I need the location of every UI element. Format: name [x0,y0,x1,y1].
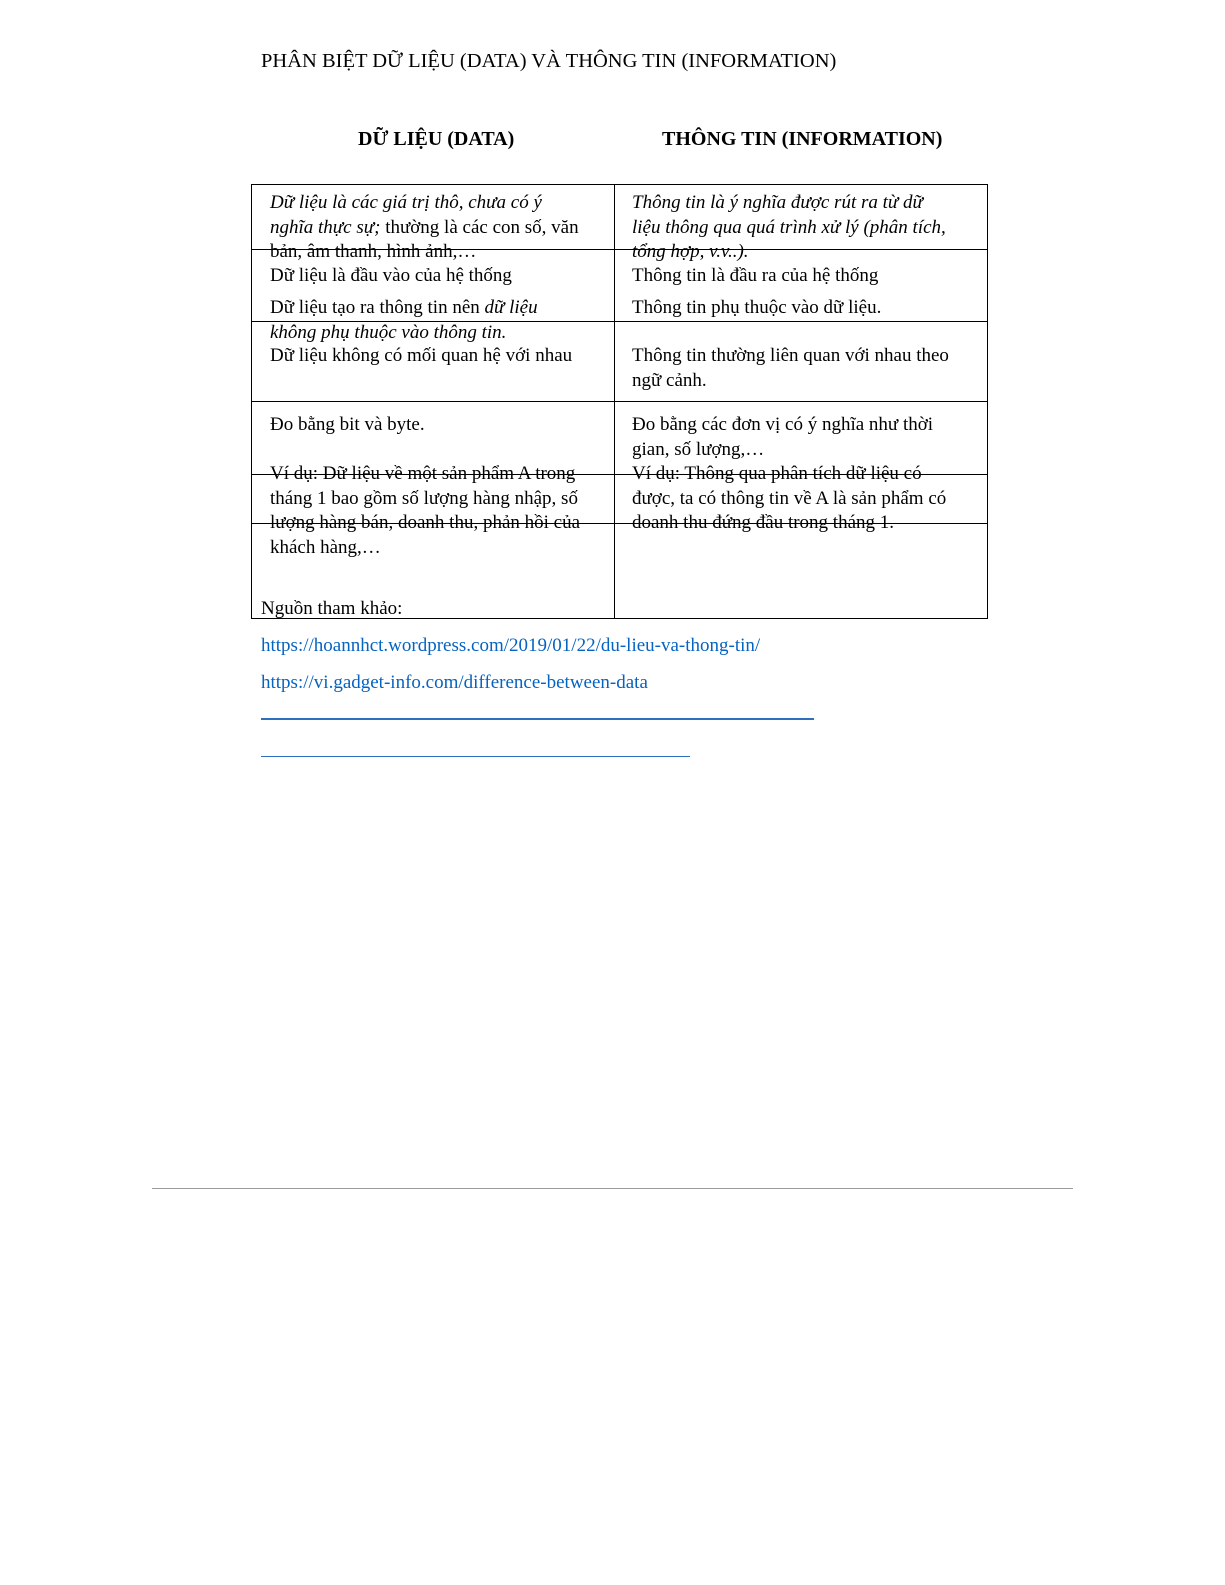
link-underline [261,756,690,757]
cell-text: tháng 1 bao gồm số lượng hàng nhập, số [270,487,578,509]
cell-text: doanh thu đứng đầu trong tháng 1. [632,512,895,533]
link-underline [261,718,814,720]
table-row-divider [251,401,988,402]
cell-text: Dữ liệu không có mối quan hệ với nhau [270,345,573,366]
cell-text: gian, số lượng,… [632,438,765,460]
table-cell-information-relations [632,344,949,393]
cell-text: Đo bằng các đơn vị có ý nghĩa như thời [632,414,934,435]
cell-text: nghĩa thực sự; [270,216,381,238]
cell-text: lượng hàng bán, doanh thu, phản hồi của [270,512,581,533]
table-cell-data-relations [270,344,572,369]
table-cell-information-dependency [632,296,881,321]
column-header-data: DỮ LIỆU (DATA) [358,128,515,150]
cell-text: ngữ cảnh. [632,369,707,391]
table-cell-data-input [270,264,512,289]
cell-text: Thông tin phụ thuộc vào dữ liệu. [632,297,882,318]
document-title: PHÂN BIỆT DỮ LIỆU (DATA) VÀ THÔNG TIN (INFORMATION) [261,50,837,72]
source-link-hoannhct[interactable]: https://hoannhct.wordpress.com/2019/01/22/du-lieu-va-thong-tin/ [261,635,761,656]
table-cell-data-example [270,462,580,560]
cell-text: bản, âm thanh, hình ảnh,… [270,241,477,262]
table-cell-data-definition [270,191,579,265]
cell-text: Thông tin là đầu ra của hệ thống [632,265,879,286]
column-header-information: THÔNG TIN (INFORMATION) [662,128,943,150]
cell-text: Thông tin là ý nghĩa được rút ra từ dữ [632,192,923,213]
sources-label: Nguồn tham khảo: [261,598,403,619]
table-cell-data-measure [270,413,425,438]
cell-text: Dữ liệu là các giá trị thô, chưa có ý [270,192,542,213]
cell-text: dữ liệu [484,297,538,318]
cell-text: được, ta có thông tin về A là sản phẩm có [632,487,947,509]
table-cell-information-definition [632,191,946,265]
cell-text: Dữ liệu là đầu vào của hệ thống [270,265,512,286]
cell-text: thường là các con số, văn [380,216,579,238]
cell-text: Ví dụ: Dữ liệu về một sản phẩm A trong [270,463,576,484]
cell-text: Đo bằng bit và byte. [270,414,425,435]
table-cell-data-dependency [270,296,538,345]
cell-text: liệu thông qua quá trình xử lý (phân tích, [632,216,946,238]
table-cell-information-example [632,462,946,536]
cell-text: Dữ liệu tạo ra thông tin nên [270,297,485,318]
cell-text: tổng hợp, v.v..). [632,241,749,262]
table-cell-information-measure [632,413,933,462]
cell-text: Thông tin thường liên quan với nhau theo [632,345,949,366]
cell-text: Ví dụ: Thông qua phân tích dữ liệu có [632,463,922,484]
table-cell-information-output [632,264,878,289]
page-footer-rule [152,1188,1073,1189]
cell-text: không phụ thuộc vào thông tin. [270,321,507,343]
cell-text: khách hàng,… [270,536,381,558]
source-link-gadget-info[interactable]: https://vi.gadget-info.com/difference-between-data [261,672,648,693]
